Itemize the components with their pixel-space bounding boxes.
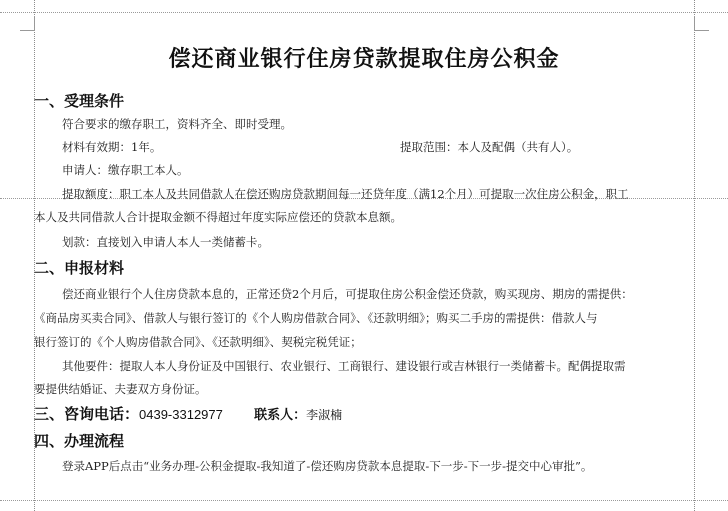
margin-guide-bottom xyxy=(0,500,728,501)
conditions-line: 提取范围：本人及配偶（共有人）。 xyxy=(400,140,579,154)
conditions-line: 本人及共同借款人合计提取金额不得超过年度实际应偿还的贷款本息额。 xyxy=(34,210,402,224)
phone-number: 0439-3312977 xyxy=(139,407,223,422)
conditions-line: 材料有效期：1年。 xyxy=(62,140,162,154)
conditions-line: 符合要求的缴存职工，资料齐全、即时受理。 xyxy=(62,117,292,131)
materials-line: 银行签订的《个人购房借款合同》、《还款明细》、契税完税凭证； xyxy=(34,335,362,349)
section-heading-materials: 二、申报材料 xyxy=(34,259,125,277)
contact-name: 李淑楠 xyxy=(306,408,343,422)
materials-line: 其他要件：提取人本人身份证及中国银行、农业银行、工商银行、建设银行或吉林银行一类储蓄卡。配偶提取需 xyxy=(62,359,626,373)
section-heading-phone: 三、咨询电话： xyxy=(34,405,140,423)
contact-label: 联系人： xyxy=(254,408,307,423)
section-heading-process: 四、办理流程 xyxy=(34,432,125,450)
margin-guide-top xyxy=(0,12,728,13)
materials-line: 要提供结婚证、夫妻双方身份证。 xyxy=(34,382,207,396)
consult-phone-row xyxy=(34,403,342,424)
document-title: 偿还商业银行住房贷款提取住房公积金 xyxy=(168,47,560,72)
margin-guide-right xyxy=(694,0,695,511)
materials-line: 《商品房买卖合同》、借款人与银行签订的《个人购房借款合同》、《还款明细》；购买二手房的需提供：借款人与 xyxy=(34,311,598,325)
conditions-line: 划款：直接划入申请人本人一类储蓄卡。 xyxy=(62,235,269,249)
conditions-line: 提取额度：职工本人及共同借款人在偿还购房贷款期间每一还贷年度（满12个月）可提取一次住房公积金，职工 xyxy=(62,187,629,201)
conditions-line: 申请人：缴存职工本人。 xyxy=(62,163,189,177)
corner-mark-top-right xyxy=(694,16,709,31)
process-line: 登录APP后点击“业务办理-公积金提取-我知道了-偿还购房贷款本息提取-下一步-下一步-提交中心审批”。 xyxy=(62,459,593,473)
section-heading-conditions: 一、受理条件 xyxy=(34,92,125,110)
materials-line: 偿还商业银行个人住房贷款本息的，正常还贷2个月后，可提取住房公积金偿还贷款，购买现房、期房的需提供： xyxy=(62,287,633,301)
corner-mark-top-left xyxy=(20,16,35,31)
